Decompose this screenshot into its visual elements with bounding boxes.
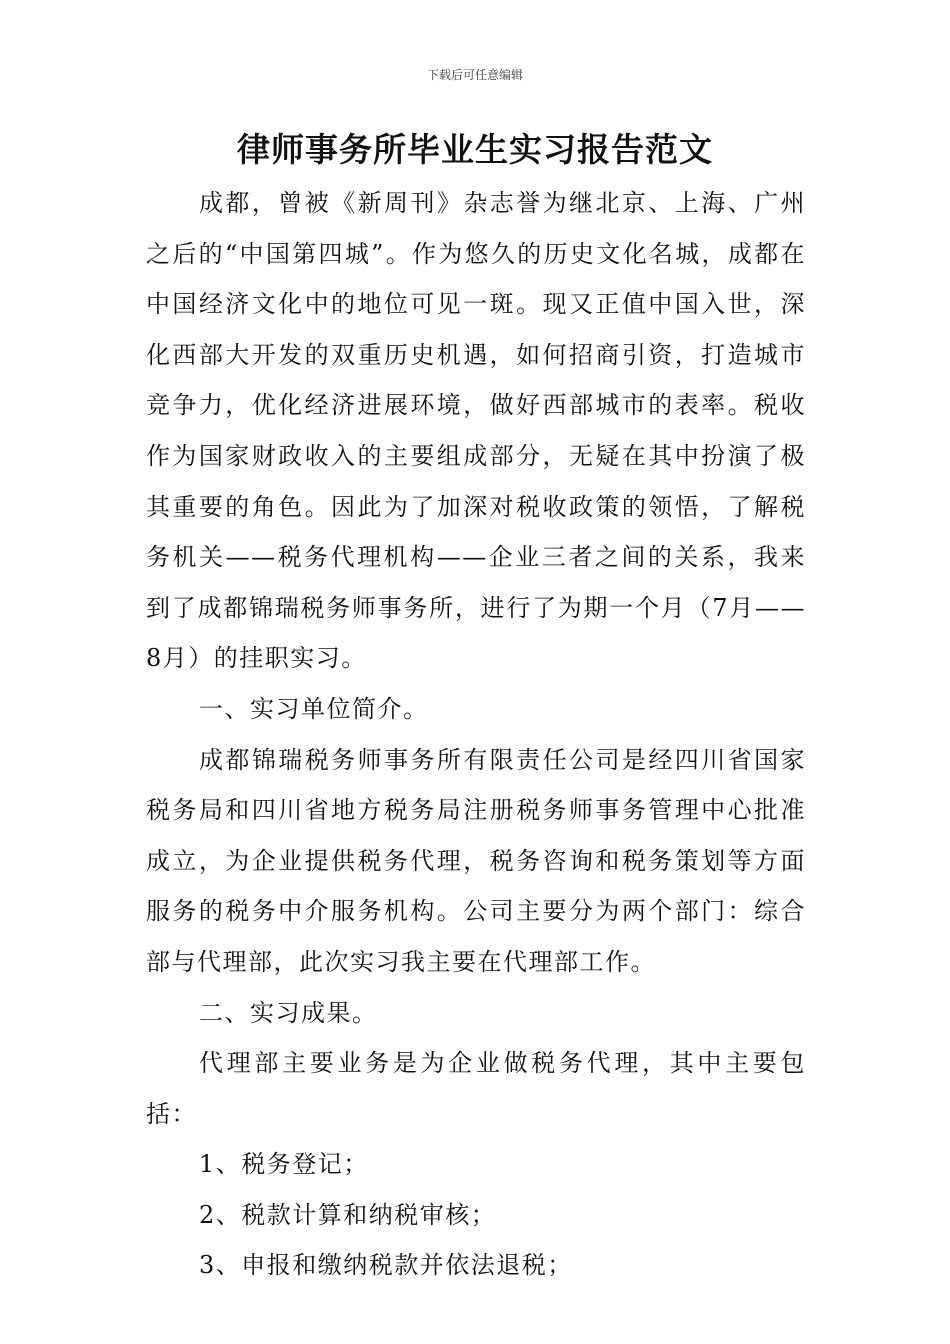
intro-paragraph: 成都，曾被《新周刊》杂志誉为继北京、上海、广州之后的“中国第四城”。作为悠久的历史文化名城，成都在中国经济文化中的地位可见一斑。现又正值中国入世，深化西部大开发的双重历史机遇，如何招商引资，打造城市竞争力，优化经济进展环境，做好西部城市的表率。税收作为国家财政收入的主要组成部分，无疑在其中扮演了极其重要的角色。因此为了加深对税收政策的领悟，了解税务机关——税务代理机构——企业三者之间的关系，我来到了成都锦瑞税务师事务所，进行了为期一个月（7月——8月）的挂职实习。 bbox=[146, 189, 806, 673]
company-paragraph: 成都锦瑞税务师事务所有限责任公司是经四川省国家税务局和四川省地方税务局注册税务师事务管理中心批准成立，为企业提供税务代理，税务咨询和税务策划等方面服务的税务中介服务机构。公司主要分为两个部门：综合部与代理部，此次实习我主要在代理部工作。 bbox=[146, 745, 806, 976]
download-note: 下载后可任意编辑 bbox=[426, 68, 523, 82]
section-heading-company-intro: 一、实习单位简介。 bbox=[199, 694, 429, 723]
business-paragraph: 代理部主要业务是为企业做税务代理，其中主要包括： bbox=[146, 1049, 806, 1128]
document-body bbox=[146, 178, 806, 1291]
section-heading-results: 二、实习成果。 bbox=[199, 998, 378, 1027]
document-title: 律师事务所毕业生实习报告范文 bbox=[237, 130, 713, 169]
list-item: 2、税款计算和纳税审核； bbox=[199, 1200, 497, 1229]
list-item: 3、申报和缴纳税款并依法退税； bbox=[199, 1251, 573, 1280]
list-item: 1、税务登记； bbox=[199, 1150, 369, 1179]
